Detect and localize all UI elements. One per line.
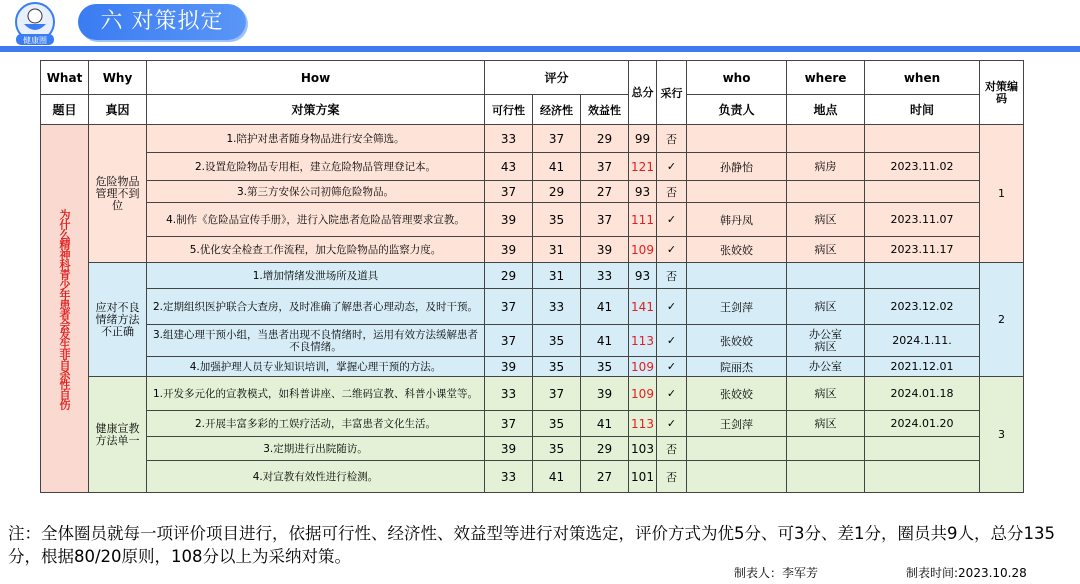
theme-text: 为什么精神科青少年患者会发生非自杀性自伤: [58, 208, 71, 409]
logo-icon: [6, 2, 64, 46]
sub-time: 时间: [865, 95, 980, 125]
feasibility-cell: 33: [485, 461, 533, 493]
time-cell: [865, 181, 980, 203]
benefit-cell: 33: [581, 263, 629, 289]
col-what: What: [41, 61, 89, 95]
header-row-sub: [41, 95, 1024, 125]
table-maker: 制表人：李军芳: [734, 566, 819, 580]
economy-cell: 41: [533, 461, 581, 493]
time-cell: 2024.1.11.: [865, 325, 980, 357]
sub-owner: 负责人: [687, 95, 787, 125]
total-cell: 93: [629, 263, 657, 289]
col-how: How: [147, 61, 485, 95]
location-cell: 办公室: [787, 357, 865, 377]
location-cell: [787, 181, 865, 203]
location-cell: [787, 263, 865, 289]
total-cell: 93: [629, 181, 657, 203]
table-row: [41, 263, 1024, 289]
measure-cell: 2.开展丰富多彩的工娱疗活动，丰富患者文化生活。: [147, 411, 485, 437]
adopt-cell: 否: [657, 461, 687, 493]
adopt-cell: ✓: [657, 153, 687, 181]
header-row-top: [41, 61, 1024, 95]
economy-cell: 35: [533, 203, 581, 237]
benefit-cell: 37: [581, 203, 629, 237]
feasibility-cell: 43: [485, 153, 533, 181]
logo-text: 健康圈: [23, 36, 47, 45]
location-cell: 病区: [787, 237, 865, 263]
benefit-cell: 29: [581, 125, 629, 153]
measure-cell: 4.对宣教有效性进行检测。: [147, 461, 485, 493]
feasibility-cell: 37: [485, 411, 533, 437]
time-cell: [865, 263, 980, 289]
time-cell: [865, 461, 980, 493]
economy-cell: 35: [533, 411, 581, 437]
measure-cell: 4.制作《危险品宣传手册》，进行入院患者危险品管理要求宣教。: [147, 203, 485, 237]
owner-cell: 张姣姣: [687, 237, 787, 263]
top-bar: [0, 0, 1080, 52]
col-who: who: [687, 61, 787, 95]
location-cell: [787, 461, 865, 493]
total-cell: 109: [629, 377, 657, 411]
location-cell: 病区: [787, 377, 865, 411]
owner-cell: [687, 263, 787, 289]
table-row: [41, 357, 1024, 377]
table-row: [41, 411, 1024, 437]
table-row: [41, 153, 1024, 181]
feasibility-cell: 33: [485, 125, 533, 153]
total-cell: 103: [629, 437, 657, 461]
feasibility-cell: 37: [485, 181, 533, 203]
location-cell: 病区: [787, 289, 865, 325]
adopt-cell: 否: [657, 437, 687, 461]
feasibility-cell: 39: [485, 237, 533, 263]
location-cell: [787, 437, 865, 461]
benefit-cell: 35: [581, 357, 629, 377]
measure-cell: 1.增加情绪发泄场所及道具: [147, 263, 485, 289]
feasibility-cell: 39: [485, 437, 533, 461]
cause-cell: 应对不良情绪方法不正确: [89, 263, 147, 377]
total-cell: 101: [629, 461, 657, 493]
benefit-cell: 41: [581, 411, 629, 437]
total-cell: 141: [629, 289, 657, 325]
measure-cell: 5.优化安全检查工作流程，加大危险物品的监察力度。: [147, 237, 485, 263]
benefit-cell: 41: [581, 325, 629, 357]
col-total: 总分: [629, 61, 657, 125]
sub-measure: 对策方案: [147, 95, 485, 125]
table-date: 制表时间:2023.10.28: [906, 566, 1027, 580]
location-cell: 病区: [787, 411, 865, 437]
time-cell: 2021.12.01: [865, 357, 980, 377]
time-cell: [865, 125, 980, 153]
adopt-cell: 否: [657, 263, 687, 289]
adopt-cell: ✓: [657, 325, 687, 357]
owner-cell: [687, 181, 787, 203]
economy-cell: 29: [533, 181, 581, 203]
owner-cell: 孙静怡: [687, 153, 787, 181]
economy-cell: 33: [533, 289, 581, 325]
location-cell: 病房: [787, 153, 865, 181]
sub-location: 地点: [787, 95, 865, 125]
measure-cell: 3.组建心理干预小组，当患者出现不良情绪时，运用有效方法缓解患者不良情绪。: [147, 325, 485, 357]
adopt-cell: ✓: [657, 237, 687, 263]
time-cell: 2024.01.20: [865, 411, 980, 437]
countermeasure-table: [40, 60, 1024, 493]
code-cell: 2: [980, 263, 1024, 377]
benefit-cell: 37: [581, 153, 629, 181]
adopt-cell: ✓: [657, 411, 687, 437]
location-cell: 病区: [787, 203, 865, 237]
header-rule: [0, 46, 1080, 52]
time-cell: 2024.01.18: [865, 377, 980, 411]
table-row: [41, 325, 1024, 357]
adopt-cell: 否: [657, 181, 687, 203]
time-cell: 2023.11.02: [865, 153, 980, 181]
table-row: [41, 437, 1024, 461]
time-cell: [865, 437, 980, 461]
feasibility-cell: 29: [485, 263, 533, 289]
col-adopt: 采行: [657, 61, 687, 125]
location-cell: [787, 125, 865, 153]
measure-cell: 3.第三方安保公司初筛危险物品。: [147, 181, 485, 203]
footnote: 注：全体圈员就每一项评价项目进行，依据可行性、经济性、效益型等进行对策选定，评价方式为优5分、可3分、差1分，圈员共9人，总分135分，根据80/20原则，108分以上为采纳对策。: [8, 524, 1055, 566]
measure-cell: 2.设置危险物品专用柜，建立危险物品管理登记本。: [147, 153, 485, 181]
measure-cell: 4.加强护理人员专业知识培训，掌握心理干预的方法。: [147, 357, 485, 377]
total-cell: 109: [629, 357, 657, 377]
owner-cell: 王剑萍: [687, 289, 787, 325]
feasibility-cell: 39: [485, 357, 533, 377]
economy-cell: 35: [533, 357, 581, 377]
total-cell: 109: [629, 237, 657, 263]
col-when: when: [865, 61, 980, 95]
economy-cell: 31: [533, 237, 581, 263]
owner-cell: [687, 461, 787, 493]
adopt-cell: ✓: [657, 203, 687, 237]
measure-cell: 1.陪护对患者随身物品进行安全筛选。: [147, 125, 485, 153]
benefit-cell: 41: [581, 289, 629, 325]
table-row: [41, 125, 1024, 153]
benefit-cell: 39: [581, 377, 629, 411]
cause-cell: 危险物品管理不到位: [89, 125, 147, 263]
owner-cell: 韩丹凤: [687, 203, 787, 237]
time-cell: 2023.11.17: [865, 237, 980, 263]
feasibility-cell: 33: [485, 377, 533, 411]
location-cell: 办公室病区: [787, 325, 865, 357]
owner-cell: 张姣姣: [687, 325, 787, 357]
code-cell: 1: [980, 125, 1024, 263]
col-code: 对策编码: [980, 61, 1024, 125]
adopt-cell: ✓: [657, 377, 687, 411]
feasibility-cell: 39: [485, 203, 533, 237]
theme-cell: [41, 125, 89, 493]
total-cell: 121: [629, 153, 657, 181]
benefit-cell: 29: [581, 437, 629, 461]
total-cell: 113: [629, 325, 657, 357]
time-cell: 2023.12.02: [865, 289, 980, 325]
benefit-cell: 27: [581, 181, 629, 203]
benefit-cell: 39: [581, 237, 629, 263]
sub-topic: 题目: [41, 95, 89, 125]
adopt-cell: ✓: [657, 289, 687, 325]
sub-feasibility: 可行性: [485, 95, 533, 125]
sub-benefit: 效益性: [581, 95, 629, 125]
owner-cell: [687, 125, 787, 153]
benefit-cell: 27: [581, 461, 629, 493]
total-cell: 99: [629, 125, 657, 153]
economy-cell: 41: [533, 153, 581, 181]
measure-cell: 1.开发多元化的宣教模式，如科普讲座、二维码宣教、科普小课堂等。: [147, 377, 485, 411]
owner-cell: 王剑萍: [687, 411, 787, 437]
owner-cell: 张姣姣: [687, 377, 787, 411]
sub-economy: 经济性: [533, 95, 581, 125]
economy-cell: 31: [533, 263, 581, 289]
table-row: [41, 377, 1024, 411]
adopt-cell: ✓: [657, 357, 687, 377]
measure-cell: 2.定期组织医护联合大查房，及时准确了解患者心理动态，及时干预。: [147, 289, 485, 325]
page-title: 六 对策拟定: [78, 4, 246, 40]
table-row: [41, 461, 1024, 493]
measure-cell: 3.定期进行出院随访。: [147, 437, 485, 461]
economy-cell: 37: [533, 377, 581, 411]
adopt-cell: 否: [657, 125, 687, 153]
economy-cell: 35: [533, 437, 581, 461]
owner-cell: [687, 437, 787, 461]
economy-cell: 37: [533, 125, 581, 153]
time-cell: 2023.11.07: [865, 203, 980, 237]
table-body: [41, 125, 1024, 493]
table-row: [41, 203, 1024, 237]
table-row: [41, 237, 1024, 263]
total-cell: 111: [629, 203, 657, 237]
table-row: [41, 181, 1024, 203]
economy-cell: 35: [533, 325, 581, 357]
owner-cell: 院丽杰: [687, 357, 787, 377]
table-row: [41, 289, 1024, 325]
total-cell: 113: [629, 411, 657, 437]
col-where: where: [787, 61, 865, 95]
col-score: 评分: [485, 61, 629, 95]
code-cell: 3: [980, 377, 1024, 493]
feasibility-cell: 37: [485, 289, 533, 325]
cause-cell: 健康宣教方法单一: [89, 377, 147, 493]
sub-cause: 真因: [89, 95, 147, 125]
feasibility-cell: 37: [485, 325, 533, 357]
col-why: Why: [89, 61, 147, 95]
